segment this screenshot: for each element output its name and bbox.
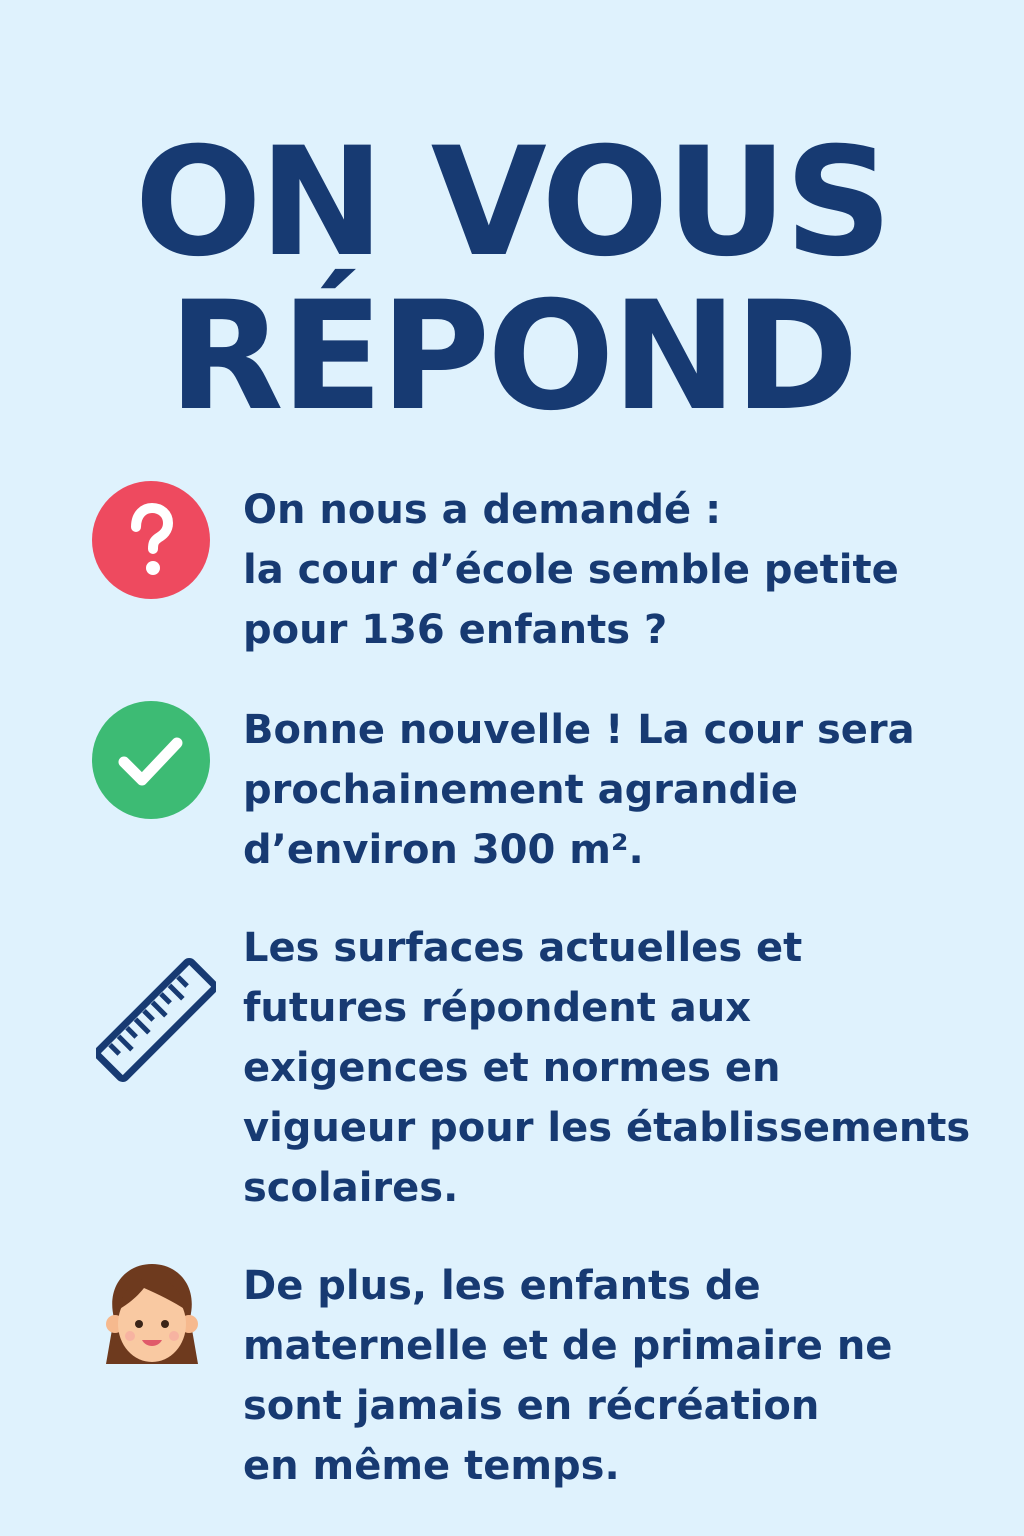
headline-line-1: ON VOUS	[134, 116, 890, 290]
standards-line-5: scolaires.	[243, 1165, 459, 1211]
standards-line-3: exigences et normes en	[243, 1045, 781, 1091]
checkmark-icon	[91, 700, 211, 820]
recess-line-3: sont jamais en récréation	[243, 1383, 820, 1429]
good-news-text	[243, 700, 1013, 880]
ruler-icon	[96, 954, 216, 1086]
recess-line-4: en même temps.	[243, 1443, 620, 1489]
standards-line-1: Les surfaces actuelles et	[243, 925, 803, 971]
question-text	[243, 480, 1013, 660]
question-line-2: la cour d’école semble petite	[243, 547, 899, 593]
recess-line-1: De plus, les enfants de	[243, 1263, 761, 1309]
question-line-1: On nous a demandé :	[243, 487, 722, 533]
headline-line-2: RÉPOND	[168, 270, 856, 444]
recess-text	[243, 1256, 1013, 1496]
standards-text	[243, 918, 1013, 1218]
question-icon	[91, 480, 211, 600]
standards-line-2: futures répondent aux	[243, 985, 752, 1031]
standards-line-4: vigueur pour les établissements	[243, 1105, 971, 1151]
child-face-icon	[100, 1260, 204, 1368]
good-news-line-3: d’environ 300 m².	[243, 827, 644, 873]
question-line-3: pour 136 enfants ?	[243, 607, 668, 653]
good-news-line-2: prochainement agrandie	[243, 767, 798, 813]
recess-line-2: maternelle et de primaire ne	[243, 1323, 893, 1369]
good-news-line-1: Bonne nouvelle ! La cour sera	[243, 707, 915, 753]
